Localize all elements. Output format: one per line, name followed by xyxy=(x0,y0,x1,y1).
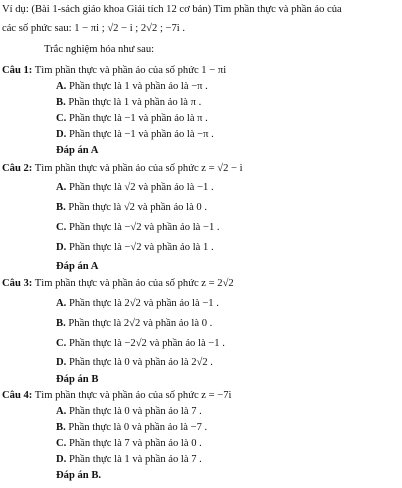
intro-line-3: Trắc nghiệm hóa như sau: xyxy=(44,44,155,55)
option-key: A. xyxy=(56,406,67,417)
question-1-text: Tìm phần thực và phần ảo của số phức 1 − πi xyxy=(34,65,227,76)
question-4-option-b[interactable] xyxy=(56,423,207,434)
question-3 xyxy=(2,279,234,290)
option-key: D. xyxy=(56,129,67,140)
option-key: C. xyxy=(56,438,67,449)
option-key: D. xyxy=(56,242,67,253)
question-4-option-d[interactable] xyxy=(56,455,202,466)
question-2-option-c[interactable] xyxy=(56,223,220,234)
option-text: Phần thực là 1 và phần ảo là 7 . xyxy=(68,454,202,465)
intro-line-2: các số phức sau: 1 − πi ; √2 − i ; 2√2 ; −7i . xyxy=(2,23,186,34)
question-1-option-c[interactable] xyxy=(56,114,208,125)
option-text: Phần thực là 2√2 và phần ảo là −1 . xyxy=(68,298,219,309)
option-key: B. xyxy=(56,202,66,213)
option-key: C. xyxy=(56,222,67,233)
option-text: Phần thực là 1 và phần ảo là π . xyxy=(68,97,202,108)
question-3-text: Tìm phần thực và phần ảo của số phức z = 2√2 xyxy=(34,278,234,289)
option-key: D. xyxy=(56,357,67,368)
question-3-label: Câu 3: xyxy=(2,278,33,289)
question-4-option-c[interactable] xyxy=(56,439,202,450)
question-2 xyxy=(2,164,243,175)
option-text: Phần thực là 2√2 và phần ảo là 0 . xyxy=(68,318,213,329)
option-text: Phần thực là 1 và phần ảo là −π . xyxy=(68,81,208,92)
option-text: Phần thực là −2√2 và phần ảo là −1 . xyxy=(68,338,225,349)
option-key: B. xyxy=(56,422,66,433)
option-key: A. xyxy=(56,81,67,92)
question-3-option-b[interactable] xyxy=(56,319,212,330)
question-1-option-a[interactable] xyxy=(56,82,208,93)
option-key: B. xyxy=(56,318,66,329)
question-4-label: Câu 4: xyxy=(2,390,33,401)
question-2-answer: Đáp án A xyxy=(56,261,99,272)
question-3-option-c[interactable] xyxy=(56,339,225,350)
option-text: Phần thực là √2 và phần ảo là 0 . xyxy=(68,202,208,213)
option-text: Phần thực là −√2 và phần ảo là −1 . xyxy=(68,222,220,233)
question-1-option-b[interactable] xyxy=(56,98,201,109)
option-text: Phần thực là √2 và phần ảo là −1 . xyxy=(68,182,214,193)
intro-line-1: Ví dụ: (Bài 1-sách giáo khoa Giải tích 12 cơ bản) Tìm phần thực và phần ảo của xyxy=(2,4,342,15)
option-text: Phần thực là −1 và phần ảo là −π . xyxy=(68,129,214,140)
question-1 xyxy=(2,66,226,77)
option-key: C. xyxy=(56,113,67,124)
question-3-option-d[interactable] xyxy=(56,358,213,369)
option-text: Phần thực là 0 và phần ảo là 2√2 . xyxy=(68,357,213,368)
option-key: C. xyxy=(56,338,67,349)
question-4 xyxy=(2,391,232,402)
question-2-text: Tìm phần thực và phần ảo của số phức z = √2 − i xyxy=(34,163,243,174)
option-key: A. xyxy=(56,298,67,309)
question-1-answer: Đáp án A xyxy=(56,145,99,156)
question-2-option-d[interactable] xyxy=(56,243,214,254)
question-2-option-b[interactable] xyxy=(56,203,207,214)
question-2-option-a[interactable] xyxy=(56,183,214,194)
option-text: Phần thực là −1 và phần ảo là π . xyxy=(68,113,208,124)
option-key: A. xyxy=(56,182,67,193)
question-3-answer: Đáp án B xyxy=(56,374,99,385)
question-4-answer: Đáp án B. xyxy=(56,470,102,481)
option-key: D. xyxy=(56,454,67,465)
option-text: Phần thực là −√2 và phần ảo là 1 . xyxy=(68,242,214,253)
question-1-option-d[interactable] xyxy=(56,130,214,141)
option-key: B. xyxy=(56,97,66,108)
option-text: Phần thực là 7 và phần ảo là 0 . xyxy=(68,438,202,449)
option-text: Phần thực là 0 và phần ảo là 7 . xyxy=(68,406,202,417)
question-2-label: Câu 2: xyxy=(2,163,33,174)
question-4-text: Tìm phần thực và phần ảo của số phức z = −7i xyxy=(34,390,232,401)
question-3-option-a[interactable] xyxy=(56,299,219,310)
option-text: Phần thực là 0 và phần ảo là −7 . xyxy=(68,422,208,433)
question-1-label: Câu 1: xyxy=(2,65,33,76)
question-4-option-a[interactable] xyxy=(56,407,202,418)
